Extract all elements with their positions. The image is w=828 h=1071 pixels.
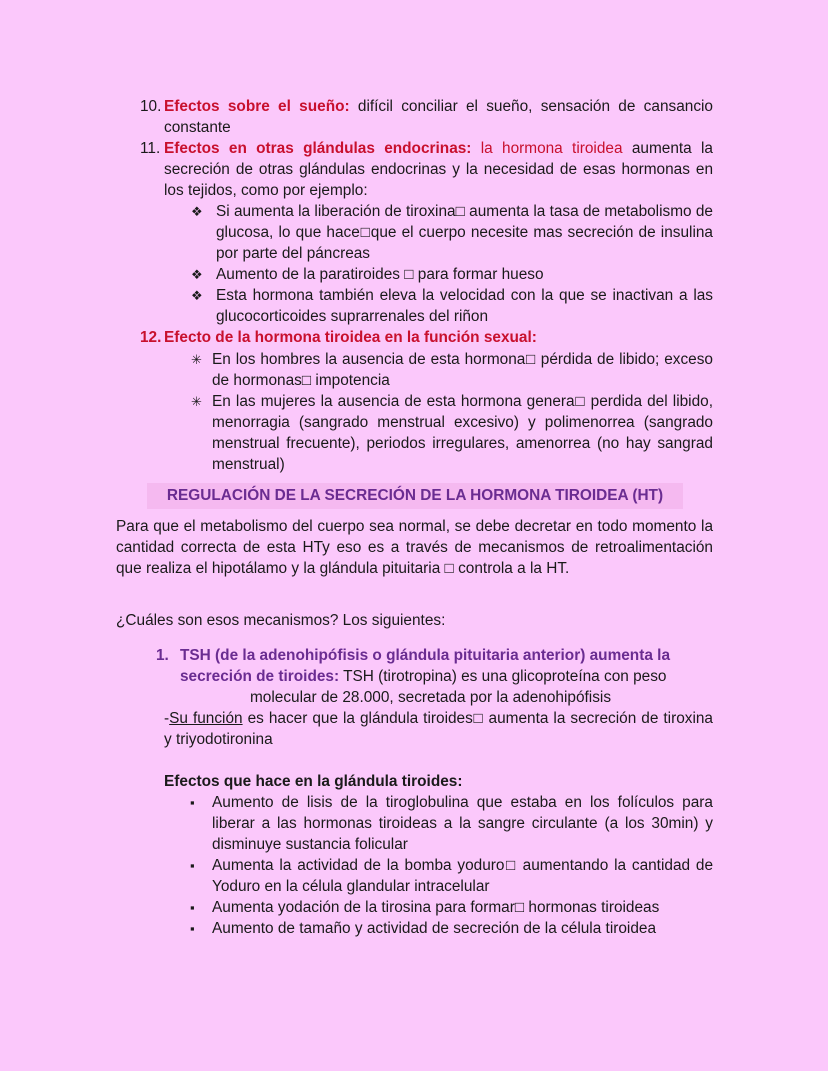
tsh-title-text: TSH (de la adenohipófisis o glándula pituitaria anterior) aumenta la (180, 647, 671, 664)
item12-bullet-1: En los hombres la ausencia de esta hormona□ pérdida de libido; exceso de hormonas□ impotencia (212, 351, 713, 389)
item11-title: Efectos en otras glándulas endocrinas: (164, 140, 472, 157)
item12-title: Efecto de la hormona tiroidea en la función sexual: (164, 329, 537, 346)
item11-body: aumenta la secreción de otras glándulas endocrinas y la necesidad de esas hormonas en los tejidos, como por ejemplo: (164, 140, 713, 199)
tsh-title-text-2: secreción de tiroides: (180, 668, 340, 685)
item11-bullet-2: Aumento de la paratiroides □ para formar hueso (216, 266, 544, 283)
item12-number: 12. (140, 329, 162, 346)
tsh-effect-4: Aumento de tamaño y actividad de secreción de la célula tiroidea (212, 920, 657, 937)
tsh-function-label: Su función (169, 710, 243, 727)
tsh-effect-3: Aumenta yodación de la tirosina para formar□ hormonas tiroideas (212, 899, 660, 916)
tsh-title-line2 (180, 666, 713, 687)
diamond-bullet-icon: ❖ (191, 288, 203, 303)
asterisk-bullet-icon: ✳ (191, 394, 202, 409)
square-bullet-icon: ▪ (190, 921, 195, 936)
item11-bullet-3: Esta hormona también eleva la velocidad con la que se inactivan a las glucocorticoides suprarrenales del riñon (216, 287, 713, 325)
tsh-effects-title: Efectos que hace en la glándula tiroides: (164, 773, 463, 790)
tsh-title-line1 (180, 645, 713, 666)
diamond-bullet-icon: ❖ (191, 267, 203, 282)
tsh-effect-1: Aumento de lisis de la tiroglobulina que estaba en los folículos para liberar a las hormonas tiroideas a la sangre circulante (a los 30min) y disminuye sustancia folicular (212, 794, 713, 853)
item11-bullet-1: Si aumenta la liberación de tiroxina□ aumenta la tasa de metabolismo de glucosa, lo que hace□que el cuerpo necesite mas secreción de insulina por parte del páncreas (216, 203, 713, 262)
square-bullet-icon: ▪ (190, 858, 195, 873)
tsh-effect-2: Aumenta la actividad de la bomba yoduro□ aumentando la cantidad de Yoduro en la célula glandular intracelular (212, 857, 713, 895)
section-question: ¿Cuáles son esos mecanismos? Los siguientes: (116, 612, 446, 629)
item12-text (164, 327, 713, 348)
section-heading: REGULACIÓN DE LA SECRECIÓN DE LA HORMONA TIROIDEA (HT) (147, 483, 683, 509)
square-bullet-icon: ▪ (190, 900, 195, 915)
item11-highlight: la hormona tiroidea (471, 140, 623, 157)
item11-text (164, 138, 713, 201)
tsh-desc-line3: molecular de 28.000, secretada por la adenohipófisis (249, 689, 612, 706)
tsh-number: 1. (156, 647, 169, 664)
tsh-function-prefix: - (164, 710, 170, 727)
diamond-bullet-icon: ❖ (191, 204, 203, 219)
item10-text (164, 96, 713, 138)
item10-title: Efectos sobre el sueño: (164, 98, 350, 115)
item10-body: difícil conciliar el sueño, sensación de cansancio constante (164, 98, 713, 136)
asterisk-bullet-icon: ✳ (191, 352, 202, 367)
square-bullet-icon: ▪ (190, 795, 195, 810)
section-intro: Para que el metabolismo del cuerpo sea normal, se debe decretar en todo momento la cantidad correcta de esta HTy eso es a través de mecanismos de retroalimentación que realiza el hipotálamo y la glándula pituitaria □ controla a la HT. (116, 518, 713, 577)
item12-bullet-2: En las mujeres la ausencia de esta hormona genera□ perdida del libido, menorragia (sangrado menstrual excesivo) y polimenorrea (sangrado menstrual frecuente), periodos irregulares, amenorrea (no hay sangrad menstrual) (212, 393, 713, 473)
item11-number: 11. (140, 140, 161, 157)
tsh-function (164, 708, 713, 750)
item10-number: 10. (140, 98, 162, 115)
tsh-desc-line2: TSH (tirotropina) es una glicoproteína con peso (339, 668, 667, 685)
tsh-function-text: es hacer que la glándula tiroides□ aumenta la secreción de tiroxina y triyodotironina (164, 710, 713, 748)
